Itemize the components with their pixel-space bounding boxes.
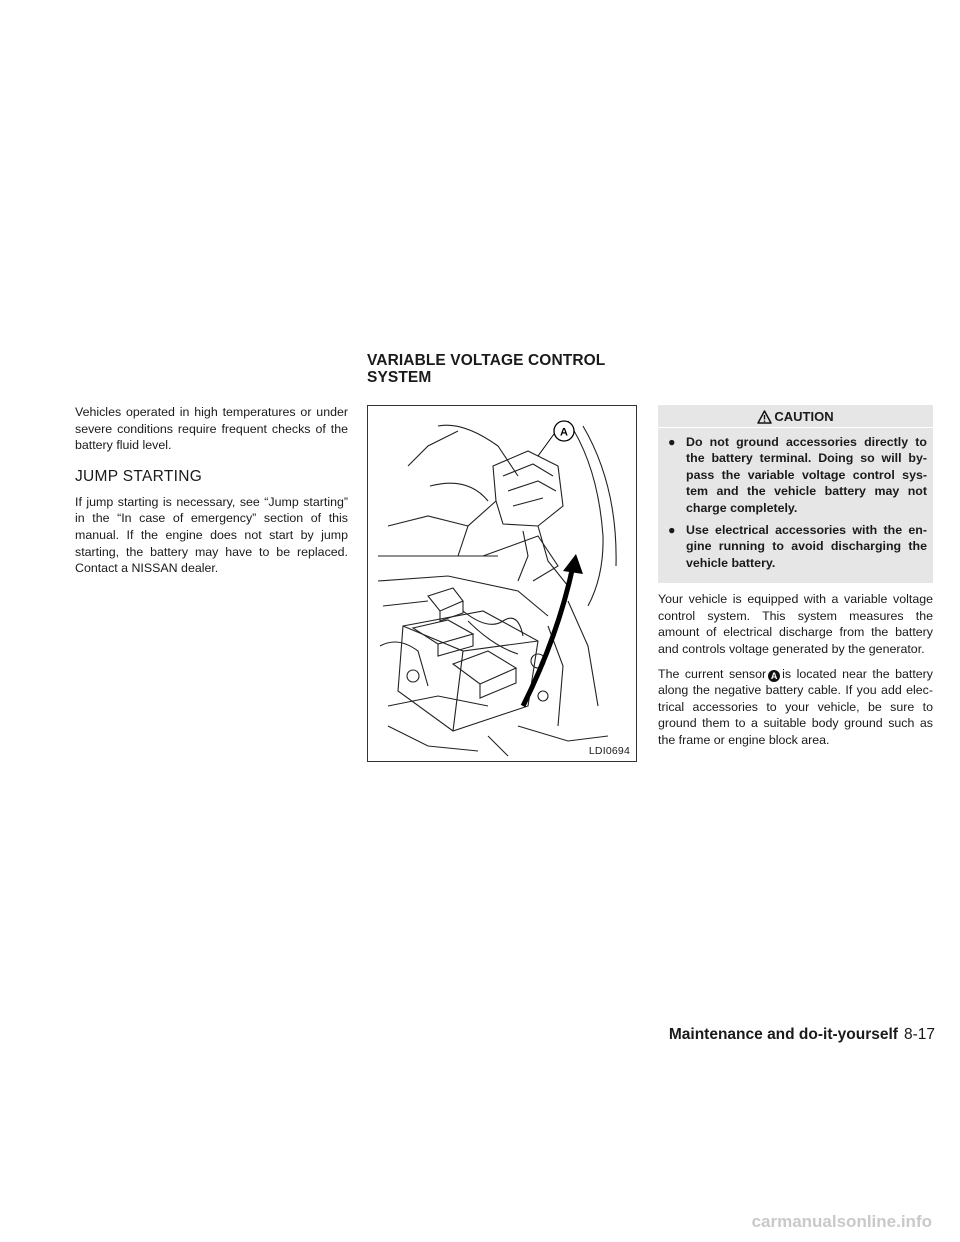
warning-icon	[757, 410, 772, 424]
caution-title: CAUTION	[774, 409, 834, 424]
footer-section-title: Maintenance and do-it-yourself	[668, 1026, 898, 1043]
figure-id: LDI0694	[588, 745, 630, 757]
caution-item	[664, 522, 927, 571]
caution-header	[658, 405, 933, 428]
caution-text: Do not ground accessories directly to the battery terminal. Doing so will by-pass the variable voltage control sys-tem and the vehicle battery may not charge completely.	[686, 435, 927, 515]
jump-starting-heading: JUMP STARTING	[75, 467, 203, 485]
bullet: ●	[668, 435, 676, 449]
vvc-description-paragraph: Your vehicle is equipped with a variable voltage control system. This system measures the amount of electrical discharge from the battery and controls voltage generated by the generator.	[658, 592, 933, 657]
variable-voltage-heading	[367, 352, 605, 386]
right-column	[658, 405, 933, 757]
watermark: carmanualsonline.info	[751, 1212, 932, 1231]
battery-illustration	[367, 405, 637, 762]
caution-item	[664, 434, 927, 516]
sensor-text-after: is located near the battery along the negative battery cable. If you add elec-trical accessories to your vehicle, be sure to ground them to a suitable body ground such as the frame or engine block area.	[658, 666, 933, 747]
caution-box	[658, 405, 933, 583]
current-sensor-paragraph	[658, 666, 933, 749]
heading-line-2: SYSTEM	[367, 369, 432, 386]
bullet: ●	[668, 523, 676, 538]
sensor-text-before: The current sensor	[658, 666, 767, 681]
battery-fluid-paragraph: Vehicles operated in high temperatures or under severe conditions require frequent checks of the battery fluid level.	[75, 405, 348, 453]
heading-line-1: VARIABLE VOLTAGE CONTROL	[367, 352, 606, 369]
callout-a: A	[560, 426, 568, 439]
left-column	[75, 404, 348, 585]
page-footer	[669, 1026, 935, 1044]
page-number: 8-17	[903, 1026, 935, 1043]
caution-text: Use electrical accessories with the en-gine running to avoid discharging the vehicle battery.	[686, 523, 927, 570]
callout-a-inline: A	[768, 670, 780, 682]
caution-list	[658, 428, 933, 571]
battery-drawing	[368, 406, 636, 761]
jump-starting-paragraph: If jump starting is necessary, see “Jump starting” in the “In case of emergency” section of this manual. If the engine does not start by jump starting, the battery may have to be replaced. Contact a NISSAN dealer.	[75, 494, 348, 576]
